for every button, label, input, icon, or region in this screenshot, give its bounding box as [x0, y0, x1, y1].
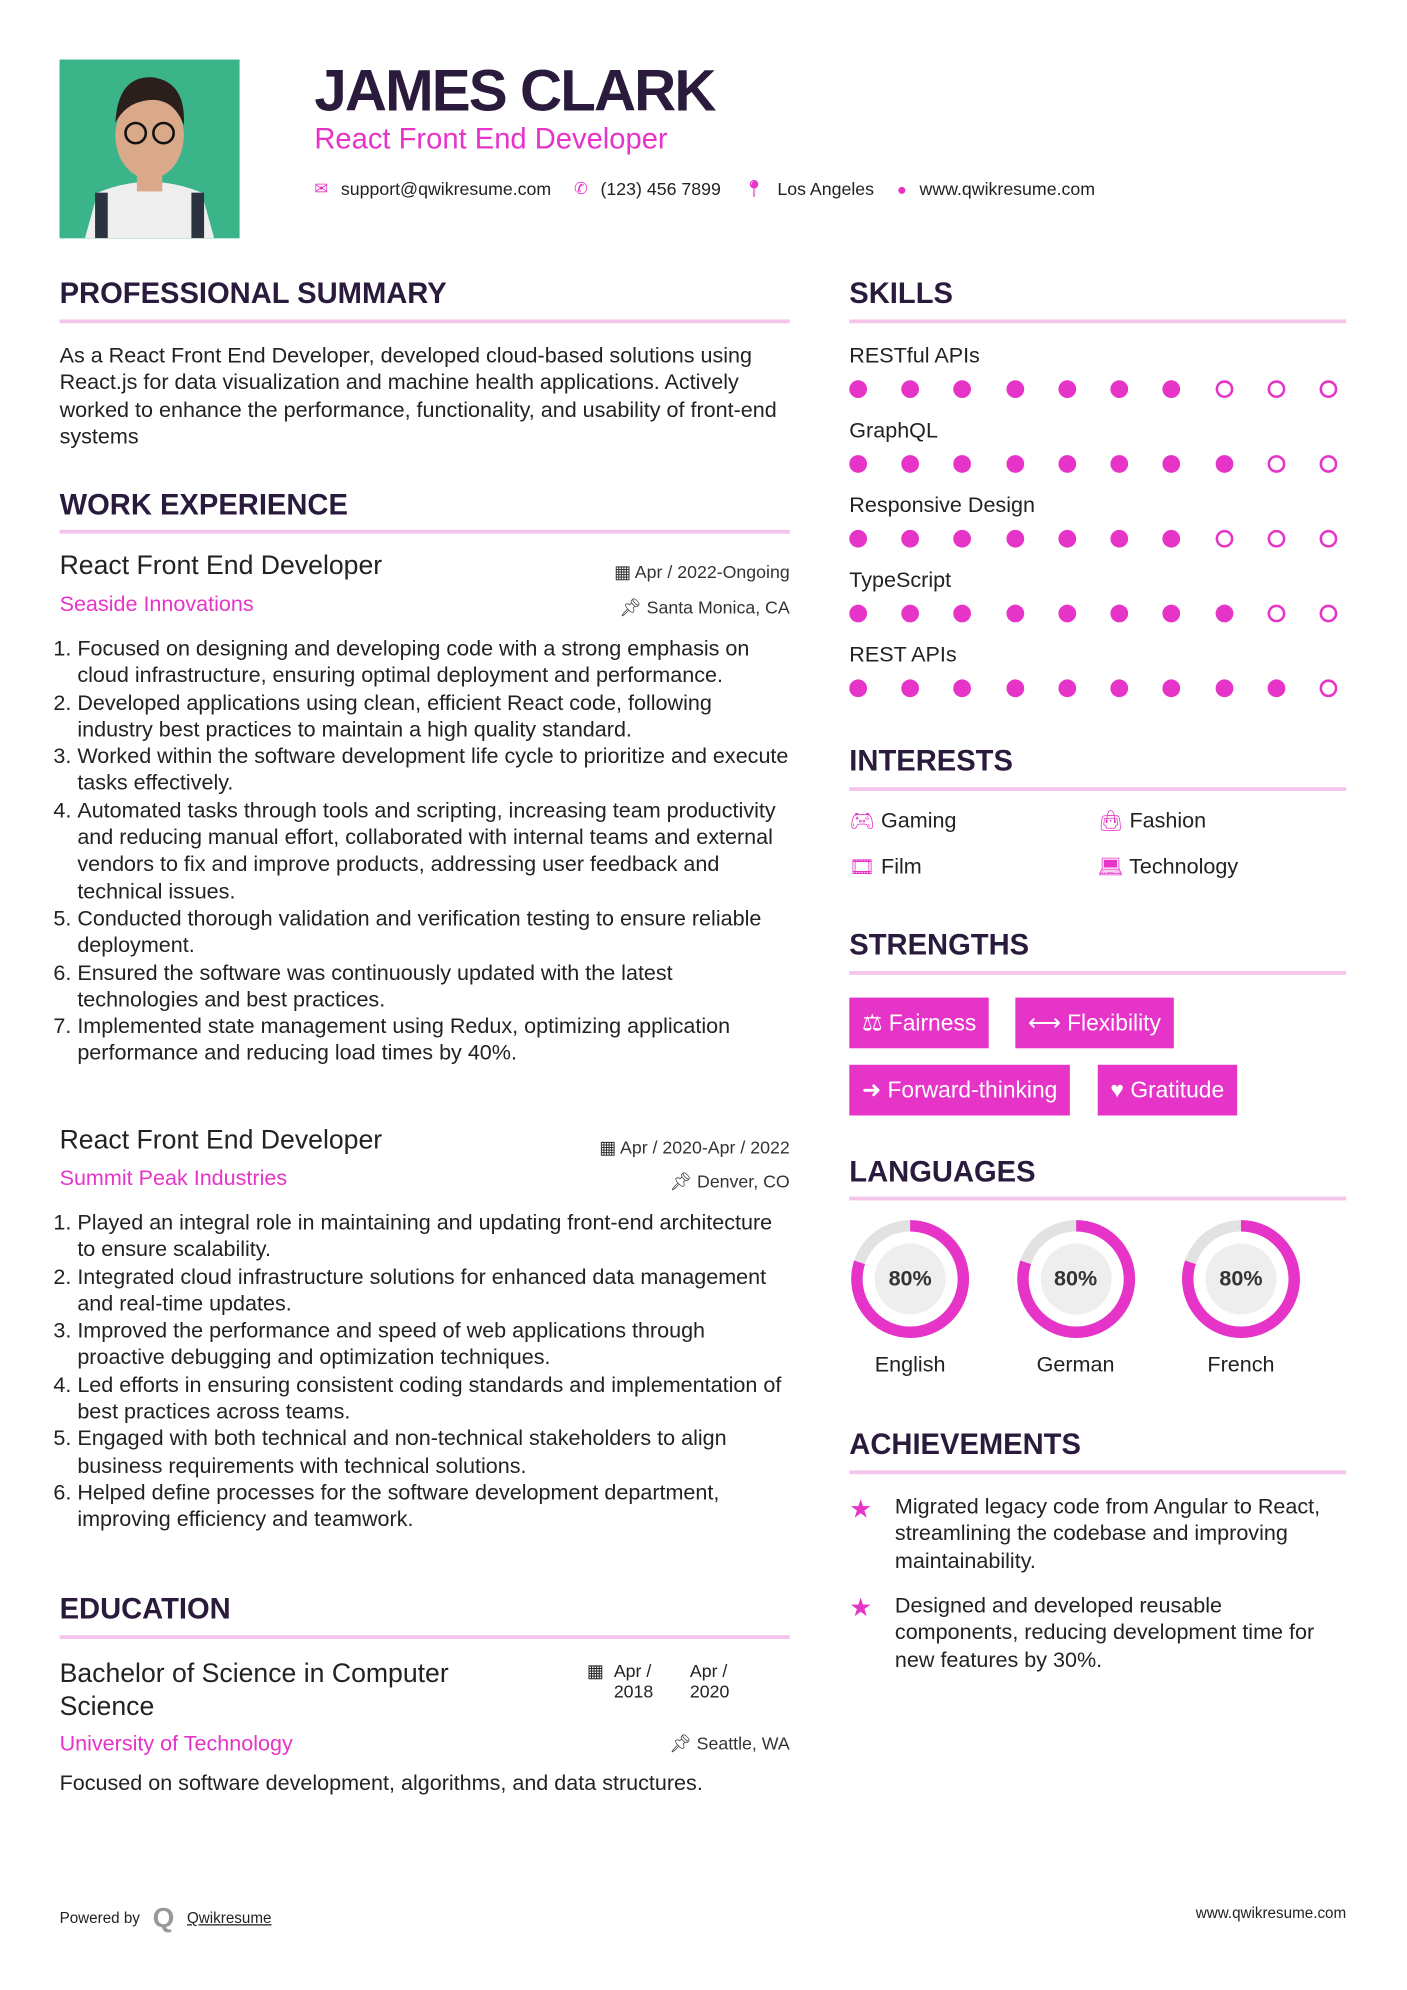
- rating-dot-filled: [902, 455, 920, 473]
- shopping-bag-icon: 👜︎: [1097, 811, 1124, 833]
- calendar-icon: ▦: [614, 561, 635, 582]
- rating-dot-empty: [1267, 530, 1285, 548]
- rating-dot-filled: [1058, 455, 1076, 473]
- list-item: 4. Led efforts in ensuring consistent coding standards and implementation of best practices across teams.: [77, 1371, 794, 1425]
- list-item: 6. Helped define processes for the software development department, improving efficiency and teamwork.: [77, 1479, 794, 1533]
- rating-dot-filled: [849, 455, 867, 473]
- education-end: Apr / 2020: [689, 1660, 730, 1702]
- pin-icon: 📌︎: [669, 1732, 697, 1754]
- language-donut: [1180, 1218, 1302, 1340]
- list-item: 2. Integrated cloud infrastructure solutions for enhanced data management and real-time updates.: [77, 1263, 794, 1317]
- rating-dot-filled: [1163, 381, 1181, 399]
- job-title: React Front End Developer: [59, 1125, 383, 1155]
- skill-row: [849, 342, 1337, 398]
- divider: [849, 1470, 1346, 1474]
- rating-dot-filled: [849, 530, 867, 548]
- rating-dot-empty: [1267, 455, 1285, 473]
- list-item: 1. Focused on designing and developing code with a strong emphasis on cloud infrastructure, ensuring optimal deployment and performance.: [77, 635, 789, 689]
- skill-rating: [849, 605, 1337, 623]
- language-percent: 80%: [888, 1266, 932, 1291]
- rating-dot-filled: [954, 530, 972, 548]
- list-item: 7. Implemented state management using Redux, optimizing application performance and reducing load times by 40%.: [77, 1013, 789, 1067]
- rating-dot-filled: [1163, 680, 1181, 698]
- rating-dot-empty: [1320, 605, 1338, 623]
- achievements-heading: ACHIEVEMENTS: [849, 1427, 1081, 1461]
- candidate-name: JAMES CLARK: [314, 57, 715, 123]
- divider: [849, 319, 1346, 323]
- rating-dot-filled: [902, 605, 920, 623]
- rating-dot-filled: [902, 680, 920, 698]
- skill-name: Responsive Design: [849, 493, 1035, 518]
- envelope-icon: ✉: [314, 178, 329, 198]
- rating-dot-empty: [1215, 530, 1233, 548]
- candidate-title: React Front End Developer: [314, 121, 668, 155]
- summary-heading: PROFESSIONAL SUMMARY: [59, 276, 447, 310]
- divider: [60, 319, 790, 323]
- skill-rating: [849, 381, 1337, 399]
- skill-row: [849, 417, 1337, 473]
- interest-label: Film: [881, 854, 922, 879]
- map-pin-icon: 📍︎: [743, 178, 765, 198]
- arrows-horizontal-icon: ⟷: [1028, 1010, 1068, 1036]
- pin-icon: 📌︎: [619, 597, 647, 618]
- rating-dot-filled: [1111, 605, 1129, 623]
- job-date-text: Apr / 2022-Ongoing: [634, 561, 790, 582]
- divider: [849, 971, 1346, 975]
- rating-dot-filled: [1111, 680, 1129, 698]
- strength-label: Forward-thinking: [887, 1077, 1058, 1103]
- rating-dot-empty: [1320, 455, 1338, 473]
- rating-dot-empty: [1215, 381, 1233, 399]
- interest-label: Technology: [1129, 854, 1239, 879]
- education-dates: [587, 1661, 756, 1702]
- rating-dot-filled: [1058, 381, 1076, 399]
- rating-dot-filled: [1006, 530, 1024, 548]
- footer-website[interactable]: www.qwikresume.com: [1195, 1903, 1347, 1922]
- rating-dot-filled: [1058, 680, 1076, 698]
- skill-row: [849, 567, 1337, 623]
- rating-dot-filled: [1163, 455, 1181, 473]
- experience-heading: WORK EXPERIENCE: [59, 488, 348, 521]
- job-location-text: Denver, CO: [697, 1171, 790, 1192]
- rating-dot-filled: [954, 680, 972, 698]
- rating-dot-filled: [902, 530, 920, 548]
- achievement-item: Designed and developed reusable components, reducing development time for new features by 30%.: [894, 1593, 1315, 1672]
- job-location: [536, 597, 790, 619]
- arrow-right-icon: ➜: [861, 1077, 888, 1103]
- job-title: React Front End Developer: [59, 551, 383, 581]
- language-name: German: [1036, 1352, 1115, 1377]
- star-icon: ★: [849, 1594, 873, 1623]
- summary-text: As a React Front End Developer, developed cloud-based solutions using React.js for data visualization and machine health applications. Actively worked to enhance the performance, functionality, and usability of front-end systems: [59, 343, 777, 449]
- interests-heading: INTERESTS: [849, 744, 1013, 778]
- language-donut: [849, 1218, 971, 1340]
- rating-dot-filled: [1006, 455, 1024, 473]
- skill-name: REST APIs: [849, 642, 957, 667]
- powered-by-text: Powered by: [59, 1909, 140, 1927]
- contact-bar: [314, 179, 1095, 199]
- list-item: 3. Worked within the software development life cycle to prioritize and execute tasks effectively.: [77, 743, 789, 797]
- job-company: Summit Peak Industries: [59, 1166, 288, 1191]
- skill-rating: [849, 530, 1337, 548]
- rating-dot-filled: [1058, 605, 1076, 623]
- qwikresume-logo-icon: Q: [152, 1901, 175, 1934]
- education-location-text: Seattle, WA: [696, 1732, 790, 1754]
- job-company: Seaside Innovations: [59, 591, 254, 617]
- degree-title: Bachelor of Science in Computer Science: [59, 1659, 449, 1722]
- list-item: 5. Engaged with both technical and non-technical stakeholders to align business requirements with technical solutions.: [77, 1425, 794, 1479]
- heart-icon: ♥: [1110, 1077, 1131, 1103]
- language-donut: [1015, 1218, 1137, 1340]
- rating-dot-filled: [1058, 530, 1076, 548]
- rating-dot-empty: [1320, 680, 1338, 698]
- interest-label: Gaming: [881, 808, 957, 833]
- interest-film: [849, 853, 921, 881]
- calendar-icon: ▦: [599, 1137, 621, 1158]
- film-icon: 🎞︎: [849, 856, 876, 879]
- star-icon: ★: [849, 1495, 873, 1524]
- strengths-heading: STRENGTHS: [849, 927, 1030, 961]
- interest-label: Fashion: [1129, 808, 1207, 833]
- job-date: [536, 562, 790, 584]
- list-item: 5. Conducted thorough validation and verification testing to ensure reliable deployment.: [77, 905, 789, 959]
- profile-photo: [60, 60, 240, 239]
- job-duties: [60, 1209, 795, 1533]
- rating-dot-filled: [954, 455, 972, 473]
- skill-name: RESTful APIs: [849, 343, 980, 368]
- rating-dot-filled: [1267, 680, 1285, 698]
- rating-dot-filled: [1006, 680, 1024, 698]
- list-item: 2. Developed applications using clean, efficient React code, following industry best practices to maintain a high quality standard.: [77, 689, 789, 743]
- rating-dot-filled: [849, 381, 867, 399]
- language-name: French: [1207, 1352, 1275, 1377]
- pin-icon: 📌︎: [669, 1171, 698, 1192]
- rating-dot-filled: [1215, 455, 1233, 473]
- calendar-icon: ▦: [586, 1660, 604, 1681]
- school-name: University of Technology: [59, 1731, 293, 1756]
- list-item: 3. Improved the performance and speed of web applications through proactive debugging and optimization techniques.: [77, 1317, 794, 1371]
- strength-forward-thinking: [849, 1065, 1070, 1116]
- strength-fairness: [849, 998, 989, 1049]
- rating-dot-filled: [849, 605, 867, 623]
- divider: [849, 787, 1346, 791]
- divider: [60, 1635, 790, 1639]
- skill-row: [849, 641, 1337, 697]
- rating-dot-empty: [1267, 605, 1285, 623]
- rating-dot-filled: [1006, 605, 1024, 623]
- language-percent: 80%: [1219, 1266, 1263, 1291]
- education-start: Apr / 2018: [613, 1660, 654, 1702]
- job-date: [536, 1137, 790, 1159]
- skill-name: TypeScript: [849, 567, 952, 592]
- job-date-text: Apr / 2020-Apr / 2022: [620, 1137, 790, 1158]
- rating-dot-empty: [1320, 381, 1338, 399]
- divider: [60, 530, 790, 534]
- rating-dot-filled: [849, 680, 867, 698]
- list-item: 4. Automated tasks through tools and scripting, increasing team productivity and reducing manual effort, collaborated with internal teams and external vendors to fix and improve products, addressing user feedback and technical issues.: [77, 797, 789, 905]
- education-heading: EDUCATION: [59, 1592, 231, 1626]
- job-location: [536, 1171, 790, 1193]
- gamepad-icon: 🎮︎: [849, 811, 876, 833]
- strength-gratitude: [1098, 1065, 1237, 1116]
- rating-dot-empty: [1320, 530, 1338, 548]
- skill-rating: [849, 680, 1337, 698]
- language-name: English: [874, 1352, 946, 1377]
- rating-dot-filled: [902, 381, 920, 399]
- skill-name: GraphQL: [849, 418, 938, 443]
- language-percent: 80%: [1053, 1266, 1098, 1291]
- job-duties: [60, 635, 790, 1067]
- strength-label: Gratitude: [1130, 1077, 1225, 1103]
- interest-technology: [1098, 853, 1238, 881]
- skill-row: [849, 492, 1337, 548]
- rating-dot-filled: [1111, 455, 1129, 473]
- email-link[interactable]: support@qwikresume.com: [340, 178, 552, 200]
- location-text: Los Angeles: [777, 178, 875, 200]
- strength-label: Fairness: [888, 1010, 977, 1036]
- strength-label: Flexibility: [1067, 1010, 1161, 1036]
- rating-dot-empty: [1267, 381, 1285, 399]
- rating-dot-filled: [1163, 605, 1181, 623]
- rating-dot-filled: [1163, 530, 1181, 548]
- website-link[interactable]: www.qwikresume.com: [919, 178, 1096, 200]
- list-item: 6. Ensured the software was continuously updated with the latest technologies and best practices.: [77, 959, 789, 1013]
- rating-dot-filled: [1215, 680, 1233, 698]
- education-description: Focused on software development, algorithms, and data structures.: [59, 1770, 703, 1795]
- balance-scale-icon: ⚖: [861, 1010, 889, 1036]
- skills-heading: SKILLS: [849, 276, 953, 310]
- interest-fashion: [1098, 807, 1206, 835]
- rating-dot-filled: [954, 381, 972, 399]
- laptop-icon: 💻︎: [1097, 856, 1124, 879]
- skill-rating: [849, 455, 1337, 473]
- rating-dot-filled: [1006, 381, 1024, 399]
- interest-gaming: [849, 807, 956, 835]
- globe-icon: ●: [896, 179, 907, 199]
- phone-text: (123) 456 7899: [600, 178, 721, 200]
- rating-dot-filled: [1215, 605, 1233, 623]
- phone-icon: ✆: [574, 178, 588, 198]
- divider: [849, 1197, 1346, 1201]
- languages-heading: LANGUAGES: [849, 1154, 1036, 1188]
- strength-flexibility: [1015, 998, 1173, 1049]
- rating-dot-filled: [1111, 381, 1129, 399]
- job-location-text: Santa Monica, CA: [646, 597, 790, 618]
- achievement-item: Migrated legacy code from Angular to React, streamlining the codebase and improving maintainability.: [894, 1494, 1321, 1573]
- list-item: 1. Played an integral role in maintaining and updating front-end architecture to ensure scalability.: [77, 1209, 794, 1263]
- brand-link[interactable]: Qwikresume: [186, 1909, 272, 1927]
- footer-powered: [60, 1901, 272, 1934]
- education-location: [536, 1733, 790, 1755]
- rating-dot-filled: [954, 605, 972, 623]
- rating-dot-filled: [1111, 530, 1129, 548]
